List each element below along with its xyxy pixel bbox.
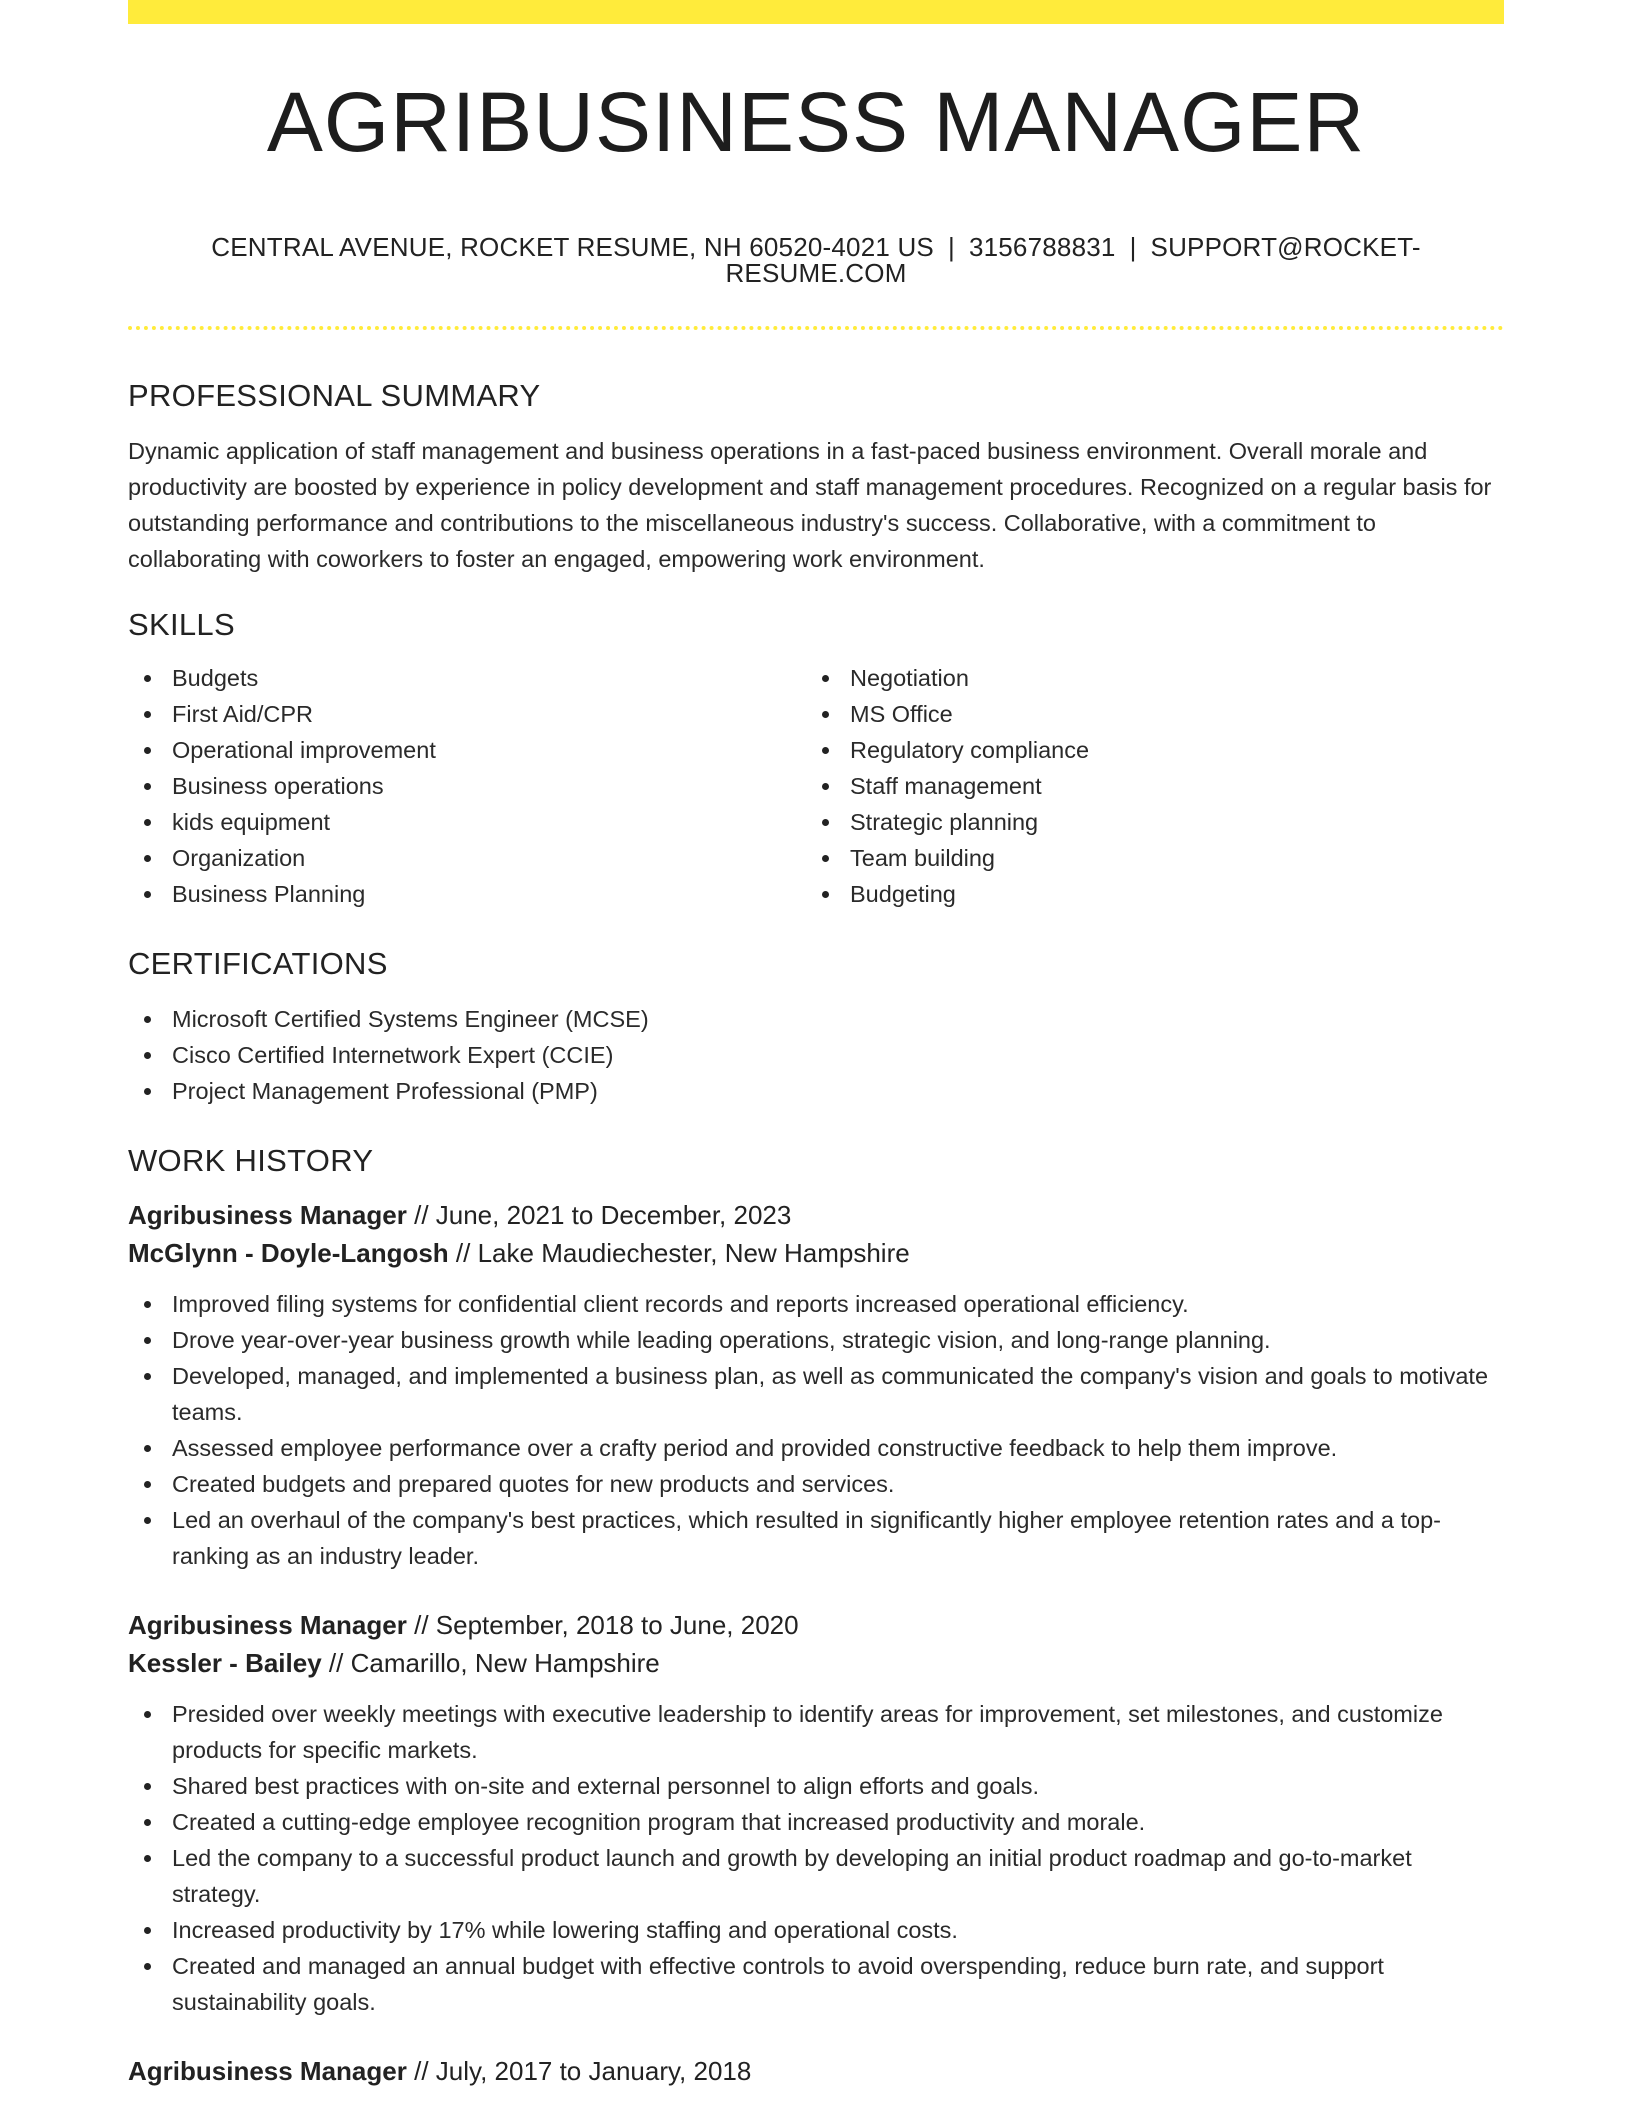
summary-text: Dynamic application of staff management and business operations in a fast-paced business environment. Overall morale and productivity are boosted by experience in policy development and staff management procedures. Recognized on a regular basis for outstanding performance and contributions to the miscellaneous industry's success. Collaborative, with a commitment to collaborating with coworkers to foster an engaged, empowering work environment. (128, 438, 1492, 572)
list-item: Budgets (128, 660, 806, 696)
list-item: Assessed employee performance over a crafty period and provided constructive feedback to help them improve. (128, 1430, 1504, 1466)
list-item: Created and managed an annual budget with effective controls to avoid overspending, reduce burn rate, and support sustainability goals. (128, 1948, 1504, 2020)
contact-line (128, 234, 1504, 286)
work-history-heading: WORK HISTORY (128, 1143, 374, 1178)
list-item: Project Management Professional (PMP) (128, 1073, 1504, 1109)
job-title: Agribusiness Manager (128, 1610, 407, 1640)
skills-list-left (128, 660, 806, 912)
list-item: Budgeting (806, 876, 1484, 912)
job-dates: // September, 2018 to June, 2020 (414, 1610, 799, 1640)
job-bullets (128, 1696, 1504, 2020)
list-item: Increased productivity by 17% while lowering staffing and operational costs. (128, 1912, 1504, 1948)
contact-separator: | (947, 232, 955, 262)
job-entry (128, 1606, 1504, 2020)
skills-list-right (806, 660, 1484, 912)
job-title-line (128, 1196, 1504, 1234)
list-item: Operational improvement (128, 732, 806, 768)
list-item: Business operations (128, 768, 806, 804)
list-item: Organization (128, 840, 806, 876)
job-title: Agribusiness Manager (128, 1200, 407, 1230)
work-history-section (128, 1145, 1504, 2090)
list-item: Shared best practices with on-site and external personnel to align efforts and goals. (128, 1768, 1504, 1804)
summary-section (128, 380, 1504, 577)
job-company: McGlynn - Doyle-Langosh (128, 1238, 449, 1268)
list-item: Microsoft Certified Systems Engineer (MCSE) (128, 1001, 1504, 1037)
job-location: // Lake Maudiechester, New Hampshire (455, 1238, 910, 1268)
job-company-line (128, 1644, 1504, 1682)
skills-heading: SKILLS (128, 607, 235, 642)
certifications-list (128, 1001, 1504, 1109)
page-title: AGRIBUSINESS MANAGER (266, 75, 1366, 169)
list-item: Staff management (806, 768, 1484, 804)
accent-top-bar (128, 0, 1504, 24)
dotted-divider (128, 326, 1504, 330)
list-item: First Aid/CPR (128, 696, 806, 732)
job-company: Kessler - Bailey (128, 1648, 322, 1678)
list-item: Improved filing systems for confidential client records and reports increased operational efficiency. (128, 1286, 1504, 1322)
job-entry (128, 2052, 1504, 2090)
list-item: Created a cutting-edge employee recognition program that increased productivity and morale. (128, 1804, 1504, 1840)
job-dates: // July, 2017 to January, 2018 (414, 2056, 752, 2086)
skills-columns (128, 660, 1504, 912)
list-item: Created budgets and prepared quotes for new products and services. (128, 1466, 1504, 1502)
job-dates: // June, 2021 to December, 2023 (414, 1200, 792, 1230)
list-item: Drove year-over-year business growth while leading operations, strategic vision, and long-range planning. (128, 1322, 1504, 1358)
job-bullets (128, 1286, 1504, 1574)
job-location: // Camarillo, New Hampshire (328, 1648, 660, 1678)
list-item: Led the company to a successful product launch and growth by developing an initial product roadmap and go-to-market strategy. (128, 1840, 1504, 1912)
list-item: MS Office (806, 696, 1484, 732)
contact-address: CENTRAL AVENUE, ROCKET RESUME, NH 60520-4021 US (211, 232, 934, 262)
contact-separator: | (1129, 232, 1137, 262)
list-item: Developed, managed, and implemented a business plan, as well as communicated the company's vision and goals to motivate teams. (128, 1358, 1504, 1430)
contact-email: SUPPORT@ROCKET-RESUME.COM (725, 232, 1421, 288)
contact-phone: 3156788831 (968, 232, 1116, 262)
job-title-line (128, 2052, 1504, 2090)
job-entry (128, 1196, 1504, 1574)
resume-page (128, 0, 1504, 2090)
list-item: Strategic planning (806, 804, 1484, 840)
list-item: Negotiation (806, 660, 1484, 696)
certifications-heading: CERTIFICATIONS (128, 946, 388, 981)
list-item: Presided over weekly meetings with executive leadership to identify areas for improvement, set milestones, and customize products for specific markets. (128, 1696, 1504, 1768)
list-item: Led an overhaul of the company's best practices, which resulted in significantly higher employee retention rates and a top-ranking as an industry leader. (128, 1502, 1504, 1574)
list-item: kids equipment (128, 804, 806, 840)
list-item: Cisco Certified Internetwork Expert (CCIE) (128, 1037, 1504, 1073)
list-item: Regulatory compliance (806, 732, 1484, 768)
list-item: Business Planning (128, 876, 806, 912)
job-company-line (128, 1234, 1504, 1272)
certifications-section (128, 948, 1504, 1109)
summary-heading: PROFESSIONAL SUMMARY (128, 378, 541, 413)
job-title: Agribusiness Manager (128, 2056, 407, 2086)
list-item: Team building (806, 840, 1484, 876)
skills-section (128, 609, 1504, 912)
job-title-line (128, 1606, 1504, 1644)
